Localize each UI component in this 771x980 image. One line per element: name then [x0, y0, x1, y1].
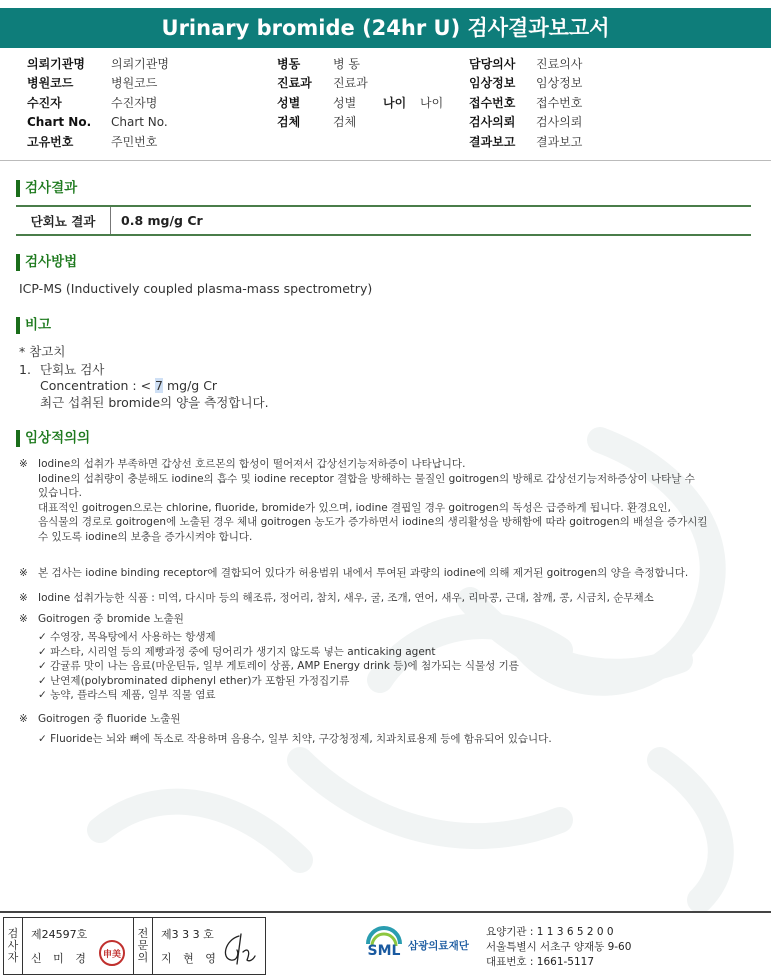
contact-line: 대표번호 : 1661-5117 — [486, 956, 595, 968]
footer-divider — [0, 911, 771, 913]
info-label: Chart No. — [27, 115, 92, 130]
fluoride-source-list — [38, 732, 552, 747]
bromide-source-title: Goitrogen 중 bromide 노출원 — [38, 613, 184, 625]
note-mark: ※ — [19, 713, 28, 725]
clinical-line: Iodine의 섭취가 부족하면 갑상선 호르몬의 합성이 떨어져서 갑상선기능저하증이 나타납니다. — [38, 458, 466, 470]
specialist-label-char: 전 — [137, 927, 149, 940]
info-label: 검사의뢰 — [469, 115, 516, 130]
result-label: 단회뇨 결과 — [16, 207, 111, 234]
contact-line: 요양기관 : 1 1 3 6 5 2 0 0 — [486, 926, 614, 938]
info-row-report-date — [469, 133, 582, 152]
list-item: ✓ 파스타, 시리얼 등의 제빵과정 중에 덩어리가 생기지 않도록 넣는 anticaking agent — [38, 645, 436, 658]
tester-cell — [23, 918, 134, 974]
info-row-physician — [469, 55, 582, 74]
info-value: 의뢰기관명 — [111, 57, 169, 71]
reference-label: * 참고치 — [19, 344, 66, 359]
sml-logo — [364, 922, 469, 962]
info-value: 결과보고 — [536, 134, 583, 149]
info-label: 검체 — [277, 115, 301, 130]
remark-item-number: 1. — [19, 362, 31, 377]
info-label: 결과보고 — [469, 134, 516, 149]
specialist-label — [134, 918, 153, 974]
info-value: 진료의사 — [536, 57, 583, 71]
info-row-institution — [27, 55, 169, 74]
patient-info-column-3 — [469, 55, 582, 152]
remark-item-title: 단회뇨 검사 — [40, 362, 105, 377]
method-text: ICP-MS (Inductively coupled plasma-mass spectrometry) — [19, 281, 373, 296]
clinical-line: 음식물의 경로로 goitrogen에 노출된 경우 체내 goitrogen 농도가 증가하면서 iodine의 생리활성을 방해함에 따라 goitrogen의 배설을 증가시킬 — [38, 516, 708, 528]
list-item: ✓ Fluoride는 뇌와 뼈에 독소로 작용하며 음용수, 일부 치약, 구강청정제, 치과치료용제 등에 함유되어 있습니다. — [38, 733, 552, 745]
clinical-paragraph-2: 본 검사는 iodine binding receptor에 결합되어 있다가 허용범위 내에서 투여된 과량의 iodine에 의해 제거된 goitrogen의 양을 측정합니다. — [38, 567, 689, 579]
specialist-license-no: 제3 3 3 호 — [161, 928, 214, 941]
info-label: 고유번호 — [27, 134, 74, 149]
tester-seal: 申美 — [99, 940, 125, 966]
specialist-name: 지 현 영 — [161, 952, 220, 965]
tester-label-char: 사 — [7, 939, 19, 952]
specialist-label-char: 의 — [137, 951, 149, 964]
info-value: 검체 — [333, 115, 357, 130]
result-table — [16, 205, 751, 236]
info-label: 임상정보 — [469, 76, 516, 91]
info-value: 검사의뢰 — [536, 115, 583, 130]
concentration-prefix: Concentration : < — [40, 378, 156, 393]
info-row-patient — [27, 94, 169, 113]
info-label: 병원코드 — [27, 76, 74, 91]
info-row-clinical-info — [469, 74, 582, 93]
list-item: ✓ 수영장, 목욕탕에서 사용하는 항생제 — [38, 631, 216, 643]
tester-license-no: 제24597호 — [31, 928, 88, 941]
clinical-line: 대표적인 goitrogen으로는 chlorine, fluoride, bromide가 있으며, iodine 결핍일 경우 goitrogen의 독성은 급증하게 됩니다. 환경요인, — [38, 501, 671, 514]
info-value: 임상정보 — [536, 76, 583, 91]
reference-concentration — [40, 378, 217, 394]
info-value: 수진자명 — [111, 95, 158, 110]
bromide-source-list — [38, 630, 519, 703]
patient-info-column-1 — [27, 55, 169, 152]
info-value: 병 동 — [333, 57, 360, 71]
clinical-paragraph-3: Iodine 섭취가능한 식품 : 미역, 다시마 등의 해조류, 정어리, 참치, 새우, 굴, 조개, 연어, 새우, 리마콩, 근대, 참깨, 콩, 시금치, 순무채소 — [38, 592, 654, 604]
fluoride-source-title: Goitrogen 중 fluoride 노출원 — [38, 713, 181, 725]
info-value: 진료과 — [333, 76, 368, 91]
specialist-cell — [153, 918, 264, 974]
info-value: Chart No. — [111, 115, 168, 130]
info-value: 주민번호 — [111, 134, 158, 149]
info-label: 접수번호 — [469, 95, 516, 110]
info-row-receipt-no — [469, 94, 582, 113]
concentration-unit: mg/g Cr — [163, 378, 218, 393]
section-heading-result: 검사결과 — [16, 180, 77, 197]
info-label: 수진자 — [27, 95, 62, 110]
clinical-line: 있습니다. — [38, 487, 82, 499]
tester-label-char: 자 — [7, 951, 19, 964]
tester-label — [4, 918, 23, 974]
note-mark: ※ — [19, 592, 28, 604]
info-value: 접수번호 — [536, 95, 583, 110]
section-heading-clinical: 임상적의의 — [16, 430, 90, 447]
list-item: ✓ 감귤류 맛이 나는 음료(마운틴듀, 일부 게토레이 상품, AMP Energy drink 등)에 첨가되는 식물성 기름 — [38, 660, 519, 672]
info-label: 성별 — [277, 95, 301, 110]
info-row-request-date — [469, 113, 582, 132]
signature-box — [3, 917, 266, 975]
tester-label-char: 검 — [7, 927, 19, 940]
info-row-ward — [277, 55, 470, 74]
info-row-hospital-code — [27, 74, 169, 93]
org-name: 삼광의료재단 — [408, 939, 469, 952]
remark-note: 최근 섭취된 bromide의 양을 측정합니다. — [40, 395, 269, 410]
clinical-line: 수 있도록 iodine의 보충을 증가시켜야 합니다. — [38, 530, 253, 543]
info-label: 의뢰기관명 — [27, 57, 85, 71]
info-row-unique-no — [27, 133, 169, 152]
clinical-line: Iodine의 섭취량이 충분해도 iodine의 흡수 및 iodine receptor 결합을 방해하는 물질인 goitrogen의 방해로 갑상선기능저하증상이 나타날 수 — [38, 472, 695, 485]
report-title: Urinary bromide (24hr U) 검사결과보고서 — [0, 8, 771, 48]
list-item: ✓ 농약, 플라스틱 제품, 일부 직물 염료 — [38, 689, 216, 701]
logo-text: SML — [367, 943, 401, 959]
contact-info — [486, 925, 631, 970]
patient-info-column-2 — [277, 55, 470, 133]
info-label: 진료과 — [277, 76, 312, 91]
specialist-label-char: 문 — [137, 939, 149, 952]
tester-name: 신 미 경 — [31, 952, 90, 965]
info-label-age: 나이 — [383, 95, 407, 110]
note-mark: ※ — [19, 458, 28, 470]
clinical-paragraph-1 — [38, 457, 708, 544]
info-value: 성별 — [333, 95, 357, 110]
info-label: 담당의사 — [469, 57, 516, 71]
note-mark: ※ — [19, 613, 28, 625]
info-row-department — [277, 74, 470, 93]
header-divider — [0, 160, 771, 161]
result-value: 0.8 mg/g Cr — [121, 213, 203, 228]
info-value: 병원코드 — [111, 76, 158, 91]
specialist-signature — [217, 930, 257, 968]
info-value-age: 나이 — [420, 95, 444, 110]
section-heading-remarks: 비고 — [16, 317, 51, 334]
contact-line: 서울특별시 서초구 양재동 9-60 — [486, 941, 632, 953]
info-row-specimen — [277, 113, 470, 132]
section-heading-method: 검사방법 — [16, 254, 77, 271]
info-label: 병동 — [277, 57, 301, 71]
concentration-value: 7 — [155, 378, 163, 393]
sml-logo-mark-icon — [364, 922, 404, 962]
info-row-chart-no — [27, 113, 169, 132]
note-mark: ※ — [19, 567, 28, 579]
list-item: ✓ 난연제(polybrominated diphenyl ether)가 포함된 가정집기류 — [38, 674, 350, 687]
info-row-sex-age — [277, 94, 470, 113]
